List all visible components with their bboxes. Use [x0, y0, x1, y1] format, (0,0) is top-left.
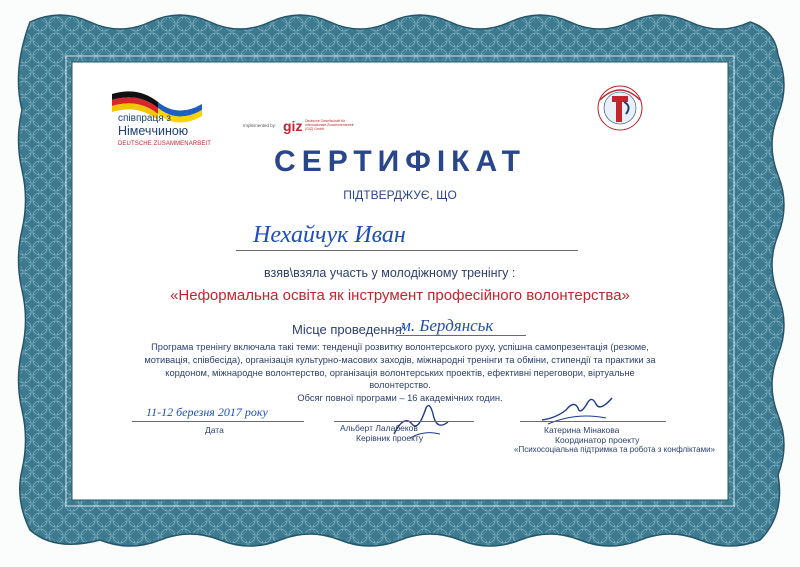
name-underline — [236, 250, 578, 251]
signatory-2-name: Катерина Мінакова — [544, 425, 620, 435]
recipient-name: Нехайчук Иван — [253, 222, 406, 248]
participation-text: взяв\взяла участь у молодіжному тренінгу : — [264, 266, 516, 280]
certificate-title: СЕРТИФІКАТ — [274, 145, 526, 178]
cooperation-text-1: співпраця з — [118, 113, 171, 124]
signatory-1-role: Керівник проекту — [356, 433, 424, 443]
implemented-by-label: Implemented by: — [243, 123, 277, 128]
confirms-text: ПІДТВЕРДЖУЄ, ЩО — [343, 188, 457, 202]
venue-label: Місце проведення: — [292, 322, 406, 337]
date-underline — [132, 421, 304, 422]
training-title: «Неформальна освіта як інструмент професійного волонтерства» — [170, 287, 630, 304]
signature-2-line — [520, 421, 666, 422]
cooperation-text-2: Німеччиною — [118, 124, 189, 138]
signature-1-line — [334, 421, 474, 422]
program-volume: Обсяг повної програми – 16 академічних годин. — [297, 393, 503, 404]
signatory-2-project: «Психосоціальна підтримка та робота з конфліктами» — [514, 445, 715, 454]
venue-value: м. Бердянськ — [400, 316, 494, 335]
signatory-2-role: Координатор проекту — [555, 435, 640, 445]
program-text: Програма тренінгу включала такі теми: тенденції розвитку волонтерського руху, успішна самопрезентація (резюме, мотивація, співбесіда), організація культурно-масових заходів, міжнародні тренінги та обміни, стипендії та практики за кордоном, міжнародне волонтерство, організація волонтерських проектів, ефективні переговори, віртуальне волонтерство. — [144, 342, 656, 391]
signatory-1-name: Альберт Лалабеков — [340, 423, 418, 433]
venue-underline — [396, 335, 526, 336]
giz-full-name: Deutsche Gesellschaft für Internationale Zusammenarbeit (GIZ) GmbH — [305, 119, 354, 131]
date-label: Дата — [205, 425, 224, 435]
giz-logo: giz — [283, 118, 303, 134]
organization-emblem-icon — [588, 78, 652, 140]
date-value: 11-12 березня 2017 року — [146, 405, 268, 419]
cooperation-text-3: DEUTSCHE ZUSAMMENARBEIT — [118, 141, 211, 147]
signature-2-icon — [536, 390, 616, 430]
